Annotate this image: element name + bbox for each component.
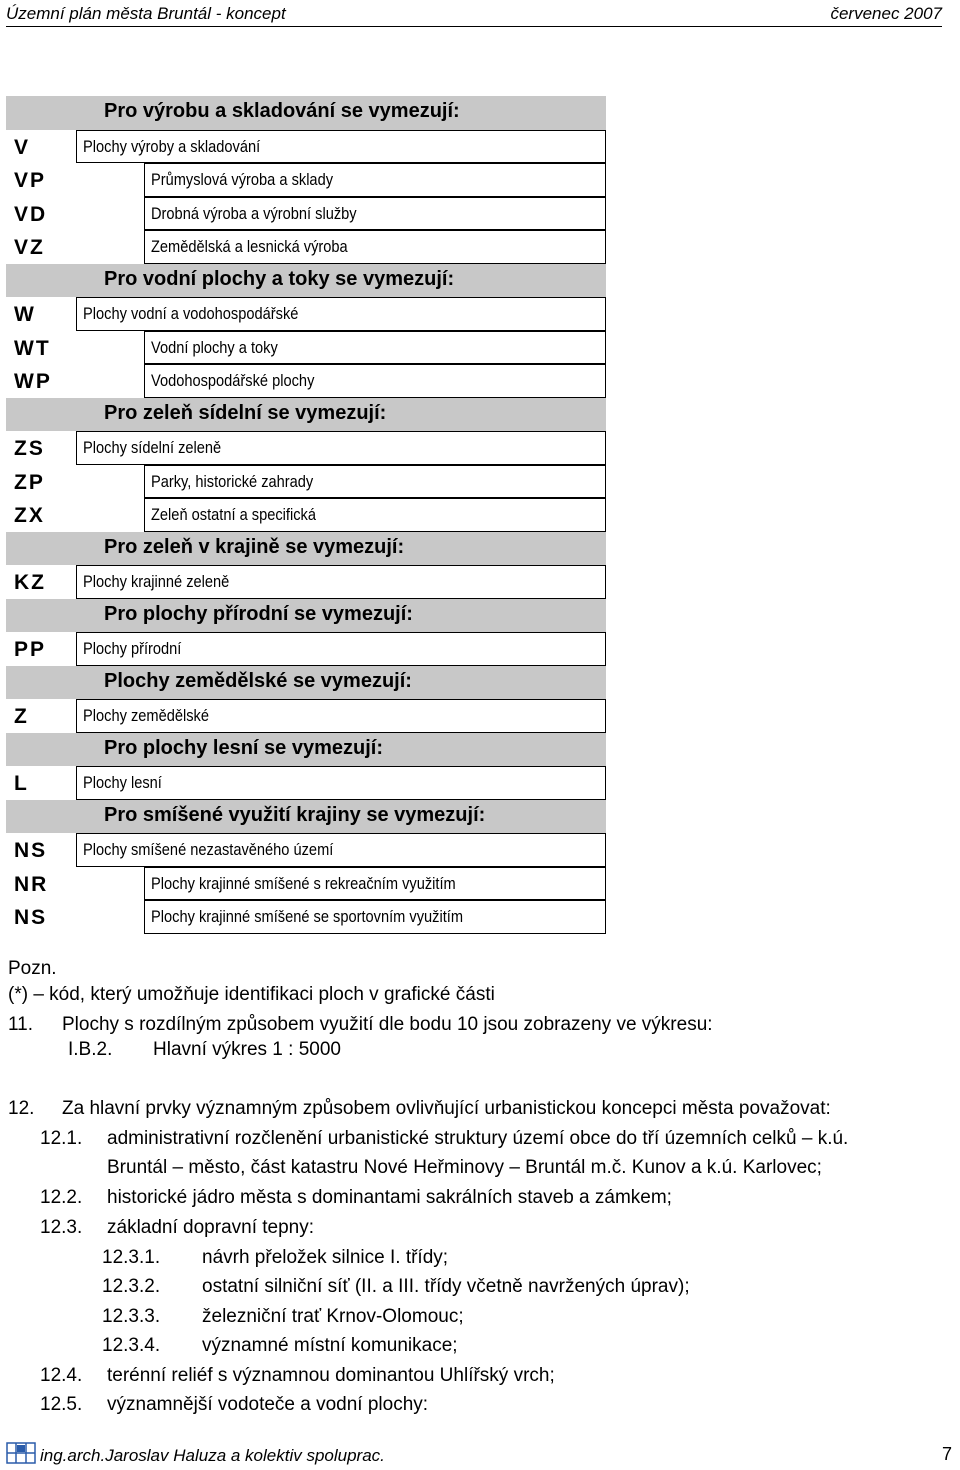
page-footer [6, 1440, 952, 1468]
label-cell [144, 197, 606, 231]
land-use-table [6, 96, 606, 934]
land-use-code: NR [14, 872, 49, 896]
label-cell [144, 900, 606, 934]
section-title: Pro vodní plochy a toky se vymezují: [104, 267, 455, 290]
land-use-code: W [14, 303, 36, 326]
land-use-label: Plochy sídelní zeleně [83, 438, 222, 457]
land-use-code: V [14, 135, 31, 159]
sub-item-text: historické jádro města s dominantami sakrálních staveb a zámkem; [107, 1187, 672, 1208]
sub-item-text: základní dopravní tepny: [107, 1217, 315, 1238]
table-row [6, 431, 606, 465]
sub-item-text: administrativní rozčlenění urbanistické struktury území obce do tří územních celků – k.ú. [107, 1128, 849, 1149]
land-use-label: Parky, historické zahrady [151, 471, 314, 491]
logo-icon [6, 1442, 36, 1464]
land-use-code: KZ [14, 571, 46, 594]
label-cell [144, 230, 606, 264]
land-use-code: ZS [14, 437, 45, 460]
table-row [6, 867, 606, 901]
land-use-code: ZP [14, 470, 45, 494]
drawing-ref-text: Hlavní výkres 1 : 5000 [153, 1039, 341, 1060]
sub-item-text: terénní reliéf s významnou dominantou Uhlířský vrch; [107, 1365, 555, 1386]
drawing-ref: I.B.2. [68, 1039, 113, 1060]
item-number: 12. [8, 1098, 35, 1119]
section-title: Pro zeleň sídelní se vymezují: [104, 401, 387, 424]
sub-item-number: 12.3.2. [102, 1276, 161, 1297]
table-row [6, 230, 606, 264]
label-cell [76, 766, 606, 800]
land-use-code: NS [14, 906, 48, 929]
label-cell [144, 364, 606, 398]
table-row [6, 900, 606, 934]
land-use-label: Plochy výroby a skladování [83, 136, 261, 156]
section-header-row [6, 800, 606, 834]
sub-item-text: Bruntál – město, část katastru Nové Heřminovy – Bruntál m.č. Kunov a k.ú. Karlovec; [107, 1157, 822, 1178]
section-header-row [6, 96, 606, 130]
land-use-label: Zeleň ostatní a specifická [151, 505, 316, 524]
table-row [6, 197, 606, 231]
land-use-code: WP [14, 370, 52, 393]
footer-author: ing.arch.Jaroslav Haluza a kolektiv spoluprac. [40, 1446, 385, 1465]
label-cell [76, 565, 606, 599]
label-cell [144, 163, 606, 197]
table-row [6, 766, 606, 800]
table-row [6, 130, 606, 164]
sub-item-text: návrh přeložek silnice I. třídy; [202, 1247, 449, 1268]
land-use-code: PP [14, 638, 47, 661]
land-use-label: Plochy smíšené nezastavěného území [83, 840, 334, 859]
label-cell [144, 498, 606, 532]
label-cell [144, 867, 606, 901]
section-header-row [6, 398, 606, 432]
label-cell [76, 632, 606, 666]
section-header-row [6, 264, 606, 298]
land-use-label: Plochy krajinné zeleně [83, 572, 230, 591]
item-text: Plochy s rozdílným způsobem využití dle bodu 10 jsou zobrazeny ve výkresu: [62, 1014, 713, 1035]
land-use-label: Plochy zemědělské [83, 706, 209, 725]
sub-item-number: 12.3.3. [102, 1306, 161, 1327]
table-row [6, 632, 606, 666]
section-title: Pro zeleň v krajině se vymezují: [104, 535, 405, 558]
table-row [6, 331, 606, 365]
sub-item-text: významnější vodoteče a vodní plochy: [107, 1394, 429, 1415]
page-header [6, 2, 942, 27]
land-use-code: Z [14, 705, 29, 728]
land-use-label: Plochy krajinné smíšené se sportovním využitím [151, 907, 464, 926]
document-title: Územní plán města Bruntál - koncept [6, 4, 286, 23]
section-title: Pro smíšené využití krajiny se vymezují: [104, 803, 486, 826]
sub-item-number: 12.3.1. [102, 1247, 161, 1268]
page-number: 7 [941, 1444, 952, 1464]
item-text: Za hlavní prvky významným způsobem ovlivňující urbanistickou koncepci města považovat: [62, 1098, 831, 1119]
label-cell [76, 130, 606, 164]
sub-item-text: železniční trať Krnov-Olomouc; [202, 1306, 464, 1327]
land-use-code: NS [14, 839, 48, 862]
section-header-row [6, 733, 606, 767]
land-use-code: VD [14, 202, 48, 226]
label-cell [76, 699, 606, 733]
table-row [6, 297, 606, 331]
label-cell [76, 431, 606, 465]
table-row [6, 163, 606, 197]
section-title: Pro plochy přírodní se vymezují: [104, 602, 413, 625]
sub-item-number: 12.2. [40, 1187, 83, 1208]
land-use-label: Vodní plochy a toky [151, 337, 278, 357]
land-use-label: Průmyslová výroba a sklady [151, 170, 334, 189]
label-cell [76, 297, 606, 331]
footnote: (*) – kód, který umožňuje identifikaci ploch v grafické části [8, 984, 495, 1005]
land-use-label: Zemědělská a lesnická výroba [151, 237, 348, 256]
section-title: Pro výrobu a skladování se vymezují: [104, 100, 460, 122]
land-use-label: Drobná výroba a výrobní služby [151, 203, 357, 223]
section-title: Plochy zemědělské se vymezují: [104, 669, 412, 692]
section-header-row [6, 599, 606, 633]
sub-item-number: 12.4. [40, 1365, 83, 1386]
sub-item-text: ostatní silniční síť (II. a III. třídy včetně navržených úprav); [202, 1276, 690, 1297]
table-row [6, 565, 606, 599]
land-use-label: Plochy krajinné smíšené s rekreačním využitím [151, 873, 456, 893]
land-use-label: Plochy vodní a vodohospodářské [83, 304, 299, 323]
section-header-row [6, 532, 606, 566]
land-use-code: L [14, 772, 29, 795]
note-label: Pozn. [8, 958, 57, 979]
label-cell [144, 465, 606, 499]
land-use-code: VZ [14, 236, 45, 259]
table-row [6, 465, 606, 499]
item-number: 11. [8, 1014, 34, 1035]
sub-item-number: 12.3. [40, 1217, 83, 1238]
table-row [6, 699, 606, 733]
sub-item-text: významné místní komunikace; [202, 1335, 458, 1356]
sub-item-number: 12.1. [40, 1128, 83, 1149]
land-use-label: Plochy lesní [83, 773, 162, 792]
sub-item-number: 12.3.4. [102, 1335, 161, 1356]
land-use-code: ZX [14, 504, 45, 527]
land-use-code: WT [14, 336, 51, 360]
section-title: Pro plochy lesní se vymezují: [104, 736, 383, 759]
section-header-row [6, 666, 606, 700]
land-use-label: Plochy přírodní [83, 639, 182, 658]
document-date: červenec 2007 [830, 4, 942, 23]
table-row [6, 498, 606, 532]
table-row [6, 364, 606, 398]
table-row [6, 833, 606, 867]
label-cell [76, 833, 606, 867]
label-cell [144, 331, 606, 365]
sub-item-number: 12.5. [40, 1394, 83, 1415]
land-use-code: VP [14, 169, 47, 192]
land-use-label: Vodohospodářské plochy [151, 371, 315, 390]
